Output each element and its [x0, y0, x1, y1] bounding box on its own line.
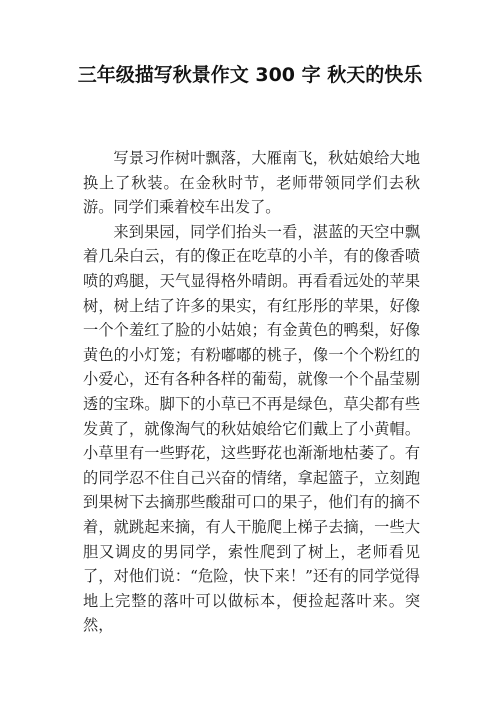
paragraph: 来到果园，同学们抬头一看，湛蓝的天空中飘着几朵白云，有的像正在吃草的小羊，有的像香喷喷的鸡腿，天气显得格外晴朗。再看看远处的苹果树，树上结了许多的果实，有红彤彤的苹果，好像一个个羞红了脸的小姑娘；有金黄色的鸭梨，好像黄色的小灯笼；有粉嘟嘟的桃子，像一个个粉红的小爱心，还有各种各样的葡萄，就像一个个晶莹剔透的宝珠。脚下的小草已不再是绿色，草尖都有些发黄了，就像淘气的秋姑娘给它们戴上了小黄帽。小草里有一些野花，这些野花也渐渐地枯萎了。有的同学忍不住自己兴奋的情绪，拿起篮子，立刻跑到果树下去摘那些酸甜可口的果子，他们有的摘不着，就跳起来摘，有人干脆爬上梯子去摘，一些大胆又调皮的男同学，索性爬到了树上，老师看见了，对他们说：“危险，快下来！”还有的同学觉得地上完整的落叶可以做标本，便捡起落叶来。突然，	[83, 222, 420, 635]
paragraph: 写景习作树叶飘落，大雁南飞，秋姑娘给大地换上了秋装。在金秋时节，老师带领同学们去秋游。同学们乘着校车出发了。	[83, 149, 420, 217]
document-title: 三年级描写秋景作文 300 字 秋天的快乐	[77, 64, 423, 86]
document-body	[83, 146, 420, 638]
